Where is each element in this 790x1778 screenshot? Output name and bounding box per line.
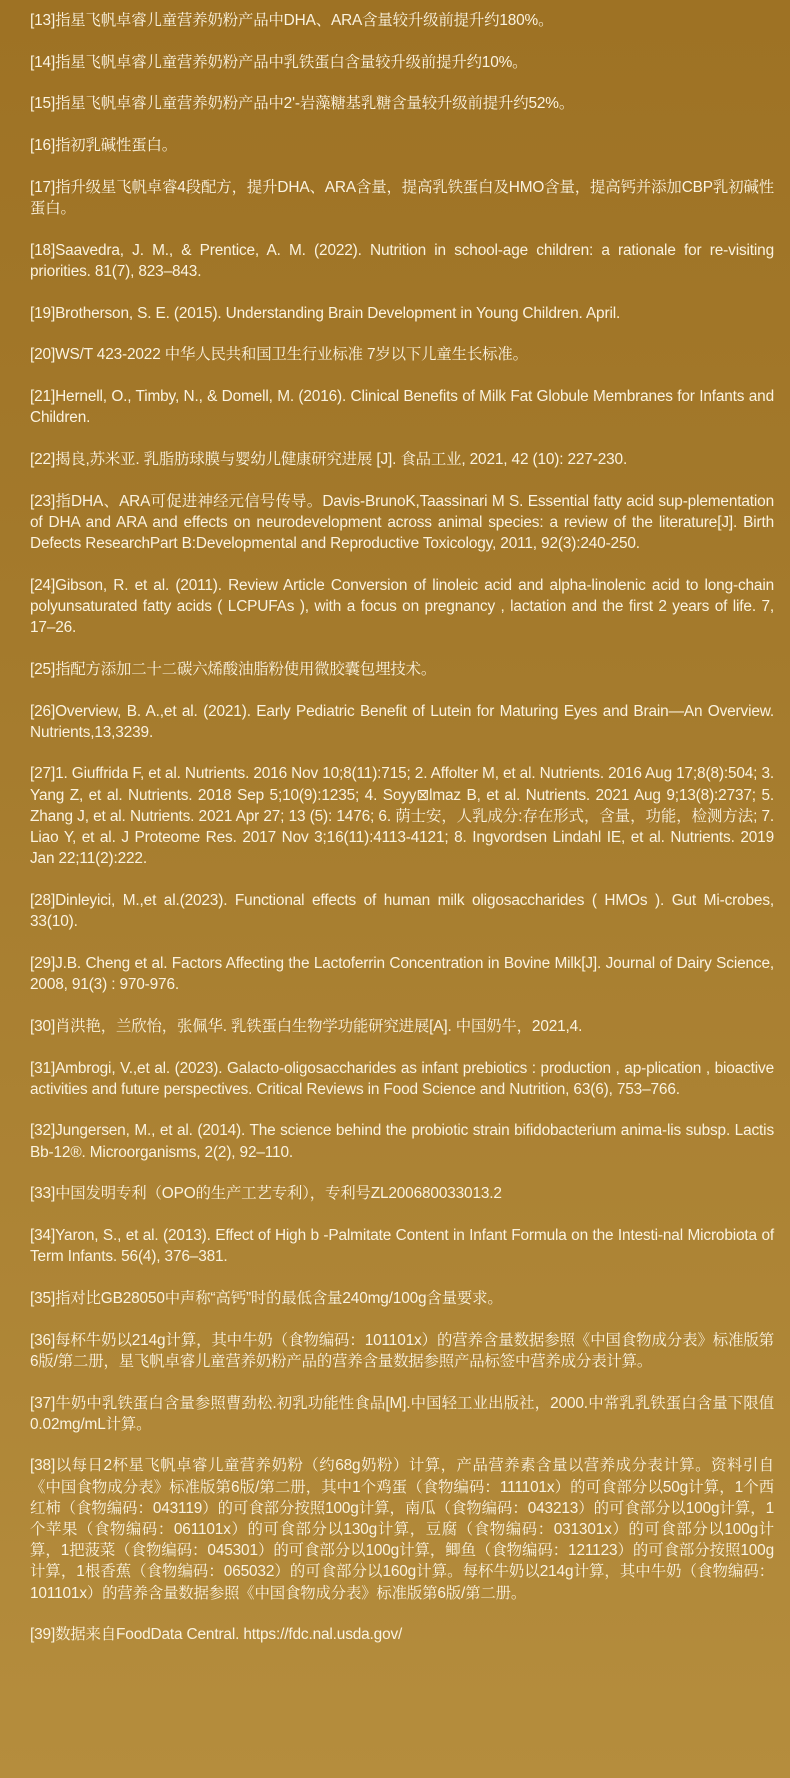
reference-33: [33]中国发明专利（OPO的生产工艺专利），专利号ZL200680033013.2 xyxy=(30,1185,502,1203)
reference-25: [25]指配方添加二十二碳六烯酸油脂粉使用微胶囊包埋技术。 xyxy=(30,660,437,678)
reference-22: [22]揭良,苏米亚. 乳脂肪球膜与婴幼儿健康研究进展 [J]. 食品工业, 2021, 42 (10): 227-230. xyxy=(30,450,628,468)
reference-28: [28]Dinleyici, M.,et al.(2023). Functional effects of human milk oligosaccharides ( HMOs ). Gut Mi-crobes, 33(10). xyxy=(30,891,774,931)
reference-34: [34]Yaron, S., et al. (2013). Effect of High b -Palmitate Content in Infant Formula on the Intesti-nal Microbiota of Term Infants. 56(4), 376–381. xyxy=(30,1227,774,1266)
reference-20: [20]WS/T 423-2022 中华人民共和国卫生行业标准 7岁以下儿童生长标准。 xyxy=(30,346,528,364)
reference-19: [19]Brotherson, S. E. (2015). Understanding Brain Development in Young Children. April. xyxy=(30,304,621,322)
reference-14: [14]指星飞帆卓睿儿童营养奶粉产品中乳铁蛋白含量较升级前提升约10%。 xyxy=(30,53,528,71)
reference-29: [29]J.B. Cheng et al. Factors Affecting the Lactoferrin Concentration in Bovine Milk[J]. Journal of Dairy Science, 2008, 91(3) : 970-976. xyxy=(30,954,774,994)
reference-31: [31]Ambrogi, V.,et al. (2023). Galacto-oligosaccharides as infant prebiotics : production , ap-plication , bioactive activities and future perspectives. Critical Reviews in Food Science and Nutrition, 63(6), 753–766. xyxy=(30,1059,774,1098)
reference-16: [16]指初乳碱性蛋白。 xyxy=(30,137,177,155)
reference-13: [13]指星飞帆卓睿儿童营养奶粉产品中DHA、ARA含量较升级前提升约180%。 xyxy=(30,12,554,29)
reference-39: [39]数据来自FoodData Central. https://fdc.nal.usda.gov/ xyxy=(30,1626,403,1644)
reference-32: [32]Jungersen, M., et al. (2014). The science behind the probiotic strain bifidobacterium anima-lis subsp. Lactis Bb-12®. Microorganisms, 2(2), 92–110. xyxy=(30,1122,774,1161)
reference-38: [38]以每日2杯星飞帆卓睿儿童营养奶粉（约68g奶粉）计算，产品营养素含量以营养成分表计算。资料引自《中国食物成分表》标准版第6版/第二册，其中1个鸡蛋（食物编码：111101x）的可食部分以50g计算，1个西红柿（食物编码：043119）的可食部分按照100g计算，南瓜（食物编码：043213）的可食部分以100g计算，1个苹果（食物编码：061101x）的可食部分以130g计算，豆腐（食物编码：031301x）的可食部分以100g计算，1把菠菜（食物编码：045301）的可食部分以100g计算，鲫鱼（食物编码：121123）的可食部分按照100g计算，1根香蕉（食物编码：065032）的可食部分以160g计算。每杯牛奶以214g计算，其中牛奶（食物编码：101101x）的营养含量数据参照《中国食物成分表》标准版第6版/第二册。 xyxy=(30,1457,774,1602)
reference-15: [15]指星飞帆卓睿儿童营养奶粉产品中2'-岩藻糖基乳糖含量较升级前提升约52%。 xyxy=(30,95,575,113)
reference-21: [21]Hernell, O., Timby, N., & Domell, M. (2016). Clinical Benefits of Milk Fat Globule Membranes for Infants and Children. xyxy=(30,388,774,427)
reference-23: [23]指DHA、ARA可促进神经元信号传导。Davis-BrunoK,Taassinari M S. Essential fatty acid sup-plementation of DHA and ARA and effects on neurodevelopment across animal species: a review of the literature[J]. Birth Defects ResearchPart B:Developmental and Reproductive Toxicology, 2011, 92(3):240-250. xyxy=(30,492,774,553)
reference-17: [17]指升级星飞帆卓睿4段配方，提升DHA、ARA含量，提高乳铁蛋白及HMO含量，提高钙并添加CBP乳初碱性蛋白。 xyxy=(30,178,774,218)
reference-26: [26]Overview, B. A.,et al. (2021). Early Pediatric Benefit of Lutein for Maturing Eyes and Brain—An Overview. Nutrients,13,3239. xyxy=(30,702,774,741)
reference-27: [27]1. Giuffrida F, et al. Nutrients. 2016 Nov 10;8(11):715; 2. Affolter M, et al. Nutrients. 2016 Aug 17;8(8):504; 3. Yang Z, et al. Nutrients. 2018 Sep 5;10(9):1235; 4. Soyy⊠lmaz B, et al. Nutrients. 2021 Aug 9;13(8):2737; 5. Zhang J, et al. Nutrients. 2021 Apr 27; 13 (5): 1476; 6. 荫士安，人乳成分:存在形式，含量，功能，检测方法; 7. Liao Y, et al. J Proteome Res. 2017 Nov 3;16(11):4113-4121; 8. Ingvordsen Lindahl IE, et al. Nutrients. 2019 Jan 22;11(2):222. xyxy=(30,765,774,868)
reference-37: [37]牛奶中乳铁蛋白含量参照曹劲松.初乳功能性食品[M].中国轻工业出版社，2000.中常乳乳铁蛋白含量下限值0.02mg/mL计算。 xyxy=(30,1394,774,1433)
reference-30: [30]肖洪艳，兰欣怡，张佩华. 乳铁蛋白生物学功能研究进展[A]. 中国奶牛，2021,4. xyxy=(30,1017,583,1035)
reference-18: [18]Saavedra, J. M., & Prentice, A. M. (2022). Nutrition in school-age children: a rationale for re-visiting priorities. 81(7), 823–843. xyxy=(30,241,774,280)
reference-35: [35]指对比GB28050中声称“高钙”时的最低含量240mg/100g含量要求。 xyxy=(30,1289,503,1307)
reference-36: [36]每杯牛奶以214g计算，其中牛奶（食物编码：101101x）的营养含量数据参照《中国食物成分表》标准版第6版/第二册，星飞帆卓睿儿童营养奶粉产品的营养含量数据参照产品标签中营养成分表计算。 xyxy=(30,1331,774,1370)
reference-24: [24]Gibson, R. et al. (2011). Review Article Conversion of linoleic acid and alpha-linolenic acid to long-chain polyunsaturated fatty acids ( LCPUFAs ), with a focus on pregnancy , lactation and the first 2 years of life. 7, 17–26. xyxy=(30,576,774,637)
